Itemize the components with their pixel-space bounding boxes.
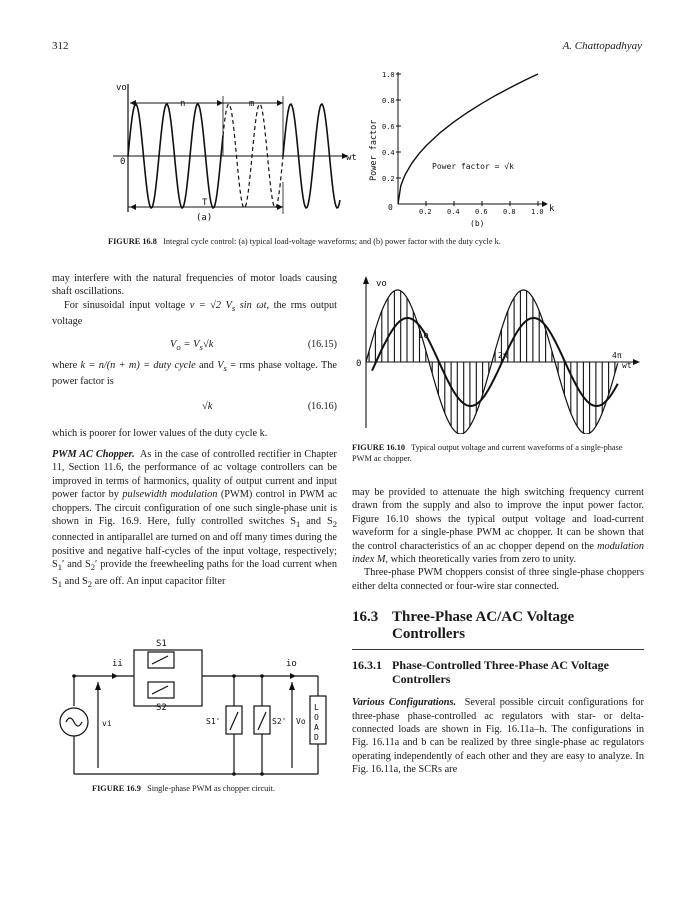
fig16-10-caption: FIGURE 16.10 Typical output voltage and current waveforms of a single-phase PWM ac chopper.: [352, 443, 623, 463]
io-label: io: [286, 659, 297, 669]
load-letter-3: A: [314, 723, 319, 732]
s1-label: S1: [156, 639, 167, 649]
wt-label: wt: [622, 361, 632, 370]
paragraph-3: where k = n/(n + m) = duty cycle and $V_s$ = rms phase voltage. The power factor is: [52, 359, 337, 388]
s2-label: S2: [156, 703, 167, 713]
vo-label: Vo: [296, 717, 306, 726]
paragraph-pwm: PWM AC Chopper. As in the case of controlled rectifier in Chapter 11, Section 11.6, the performance of ac voltage controllers can be improved in terms of harmonics, quality of output current and input power factor by pulsewidth modulation (PWM) control in PWM ac choppers. The circuit configuration of one such single-phase unit is shown in Fig. 16.9. Here, fully controlled switches $S_1$ and $S_2$ connected in antiparallel are turned on and off many times during the positive and negative half-cycles of the input voltage, respectively; $S_1'$ and $S_2'$ provide the freewheeling paths for the load current when $S_1$ and $S_2$ are off. An input capacitor filter: [52, 448, 337, 589]
vo-label: vo: [116, 83, 127, 93]
vi-label: vi: [102, 719, 112, 728]
subsection-heading: 16.3.1 Phase-Controlled Three-Phase AC Voltage Controllers: [352, 658, 610, 687]
right-paragraph-3: Various Configurations. Several possible circuit configurations for three-phase phase-controlled ac regulators with star- or delta-connected loads are shown in Fig. 16.11a–h. The configurations in Fig. 16.11a and b can be realized by three single-phase ac regulators operating independently of each other and they are easy to analyze. In Fig. 16.11a, the SCRs are: [352, 697, 644, 776]
fig16-10-waveform: [352, 272, 644, 434]
y-tick-label: 0.8: [382, 97, 395, 105]
zero-label: 0: [356, 359, 362, 369]
x-tick-label: 0.8: [503, 208, 516, 216]
x-tick-label: 0.6: [475, 208, 488, 216]
right-column: [352, 486, 644, 777]
wt-label: wt: [346, 153, 357, 163]
load-letter-4: D: [314, 733, 319, 742]
T-label: T: [202, 198, 208, 208]
x-tick-label: 1.0: [531, 208, 544, 216]
s1p-label: S1': [206, 717, 221, 726]
section-rule: [352, 649, 644, 650]
y-tick-label: 0.6: [382, 123, 395, 131]
pf-xlabel: k: [549, 204, 555, 214]
pf-origin: 0: [388, 203, 393, 212]
two-pi-label: 2π: [498, 351, 508, 360]
left-column: [52, 272, 337, 591]
n-label: n: [180, 99, 186, 109]
y-tick-label: 0.4: [382, 149, 395, 157]
sub-a-label: (a): [196, 213, 213, 222]
equation-16-15: $V_o = V_s√k$ (16.15): [170, 338, 337, 352]
fig16-8a-waveform: [108, 72, 358, 222]
paragraph-4: which is poorer for lower values of the duty cycle k.: [52, 427, 268, 439]
running-author: A. Chattopadhyay: [562, 40, 642, 52]
right-paragraph-1: may be provided to attenuate the high switching frequency current drawn from the supply and also to improve the input power factor. Figure 16.10 shows the typical output voltage and load-current waveform for a single-phase PWM ac chopper. It can be shown that the control characteristics of an ac chopper depend on the modulation index M, which theoretically varies from zero to unity.: [352, 487, 644, 566]
fig16-9-caption: FIGURE 16.9 Single-phase PWM as chopper circuit.: [92, 784, 275, 793]
x-axis-arrow: [542, 201, 548, 207]
x-tick-label: 0.4: [447, 208, 460, 216]
pf-curve-label: Power factor = √k: [432, 162, 514, 171]
y-tick-label: 0.2: [382, 175, 395, 183]
x-tick-label: 0.2: [419, 208, 432, 216]
right-paragraph-2: Three-phase PWM choppers consist of three single-phase choppers either delta connected or four-wire star connected.: [352, 567, 644, 592]
s2p-label: S2': [272, 717, 287, 726]
fig16-8-caption: FIGURE 16.8 Integral cycle control: (a) typical load-voltage waveforms; and (b) power factor with the duty cycle k.: [108, 237, 501, 246]
pf-ylabel: Power factor: [369, 119, 379, 181]
power-factor-curve: [398, 74, 538, 204]
vo-label: vo: [376, 279, 387, 289]
page-number: 312: [52, 40, 69, 52]
m-label: m: [249, 99, 255, 109]
load-letter-1: L: [314, 703, 319, 712]
load-letter-2: O: [314, 713, 319, 722]
io-label: io: [418, 331, 429, 341]
sub-b-label: (b): [470, 219, 485, 228]
y-tick-label: 1.0: [382, 71, 395, 79]
fig16-9-circuit: [56, 636, 346, 778]
equation-16-16: √k (16.16): [202, 400, 337, 412]
four-pi-label: 4π: [612, 351, 622, 360]
fig16-8b-power-factor-chart: [368, 66, 568, 228]
zero-label: 0: [120, 157, 126, 167]
paragraph-1: may interfere with the natural frequencies of motor loads causing shaft oscillations.: [52, 273, 337, 298]
paragraph-2: For sinusoidal input voltage v = √2 $V_s$ sin ωt, the rms output voltage: [52, 299, 337, 328]
section-heading: 16.3 Three-Phase AC/AC Voltage Controllers: [352, 609, 575, 643]
ii-label: ii: [112, 659, 123, 669]
